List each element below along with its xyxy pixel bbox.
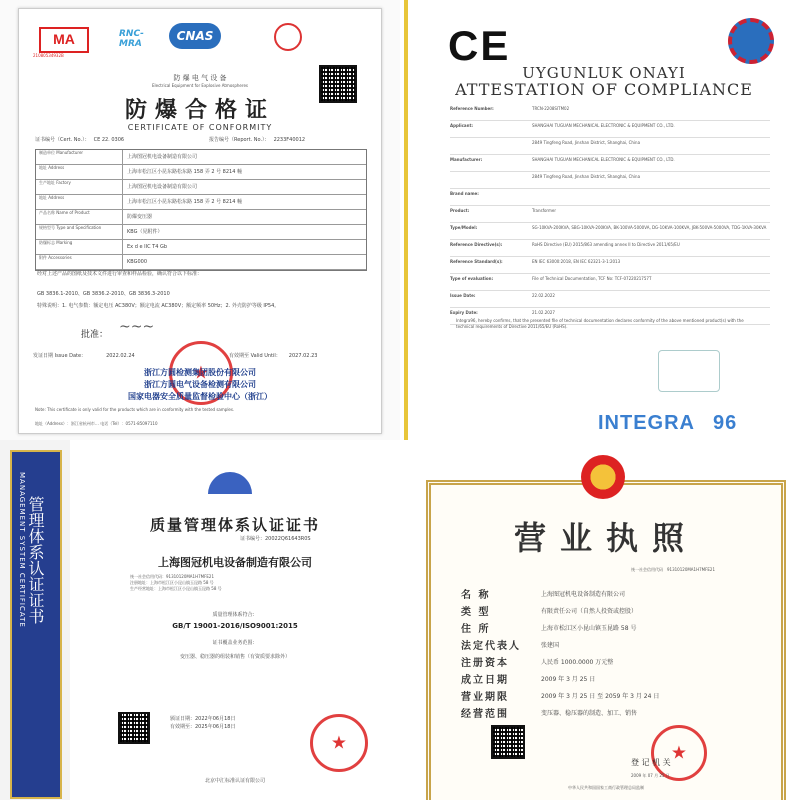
report-no-label: 报告编号（Report. No.）：	[209, 137, 270, 143]
field-label: Expiry Date:	[450, 310, 478, 315]
field-value	[532, 191, 770, 203]
cert-number-row	[35, 137, 124, 144]
field-label: Applicant:	[450, 123, 473, 128]
table-row	[36, 165, 366, 180]
table-row	[36, 210, 366, 225]
table-row	[36, 180, 366, 195]
row-value: 上海图冠机电设备制造有限公司	[127, 183, 198, 190]
field-label: Reference Directive(s):	[450, 242, 503, 247]
title-turkish: UYGUNLUK ONAYI	[522, 64, 686, 82]
integra-logo-text: INTEGRA	[598, 412, 695, 434]
field-value: EN IEC 63000:2018, EN IEC 62321-3-1:2013	[532, 259, 621, 264]
report-no-value: 2233F40012	[273, 137, 306, 143]
certificate-title-en: CERTIFICATE OF CONFORMITY	[127, 123, 273, 132]
field-label: Reference Number:	[450, 106, 494, 111]
attestation-field	[450, 138, 770, 155]
license-field-label: 成立日期	[461, 675, 509, 686]
title-english: ATTESTATION OF COMPLIANCE	[455, 80, 753, 99]
license-fields	[461, 585, 761, 721]
national-emblem-icon	[581, 455, 625, 499]
row-label: 地址 Address	[36, 195, 123, 209]
license-field	[461, 670, 761, 687]
org-name-1: 浙江方圆检测集团股份有限公司	[144, 368, 256, 377]
row-value: KBG（见附件）	[127, 228, 163, 235]
row-value: 上海图冠机电设备制造有限公司	[127, 153, 198, 160]
field-value: 2849 Tingfeng Road, Jinshan District, Shanghai, China	[532, 174, 641, 179]
report-number-row	[209, 137, 305, 144]
company-name: 上海图冠机电设备制造有限公司	[158, 556, 312, 569]
license-field-value: 上海图冠机电设备制造有限公司	[541, 591, 626, 598]
company-details	[130, 574, 350, 592]
field-value: RoHS Directive (EU) 2015/863 amending annex II to Directive 2011/65/EU	[532, 242, 680, 247]
field-label	[450, 174, 532, 186]
row-value: Ex d e IIC T4 Gb	[127, 243, 168, 250]
standards-list: GB 3836.1-2010、GB 3836.2-2010、GB 3836.3-2010	[37, 291, 170, 297]
spine-text-cn: 管理体系认证证书	[26, 496, 45, 624]
license-field	[461, 619, 761, 636]
globe-logo-icon	[208, 472, 252, 494]
license-field-label: 注册资本	[461, 658, 509, 669]
qr-code-icon	[118, 712, 150, 744]
red-seal-stamp	[310, 714, 368, 772]
license-date: 2009 年 07 月 25 日	[631, 773, 670, 778]
red-emblem-icon	[274, 23, 302, 51]
row-label: 附件 Accessories	[36, 255, 123, 269]
issue-date: 颁证日期：2022年06月18日	[170, 716, 236, 722]
license-field-value: 2009 年 3 月 25 日	[541, 676, 596, 683]
remarks: 特殊说明：1. 电气参数：额定电压 AC380V；额定电流 AC380V；额定频率 50Hz；2. 外壳防护等级 IP54。	[37, 303, 280, 309]
attestation-field	[450, 172, 770, 189]
header-en: Electrical Equipment for Explosive Atmospheres	[152, 83, 248, 88]
row-value: KBG000	[127, 258, 148, 265]
company-detail-line: 统一社会信用代码：91310120MA1H7MFE21	[130, 574, 215, 579]
issue-date-label: 发证日期 Issue Date：	[33, 353, 87, 359]
table-row	[36, 240, 366, 255]
company-detail-line: 生产经营地址：上海市松江区小昆山镇玉昆路 58 号	[130, 586, 222, 591]
license-title: 营业执照	[513, 519, 698, 557]
integra-logo-number: 96	[713, 412, 738, 434]
license-field-label: 住 所	[461, 624, 491, 635]
ilac-logo: RNC-MRA	[119, 29, 144, 49]
credit-code-row	[631, 567, 715, 573]
license-field-value: 上海市松江区小昆山镇玉昆路 58 号	[541, 625, 637, 632]
valid-until-label: 有效期至 Valid Until：	[229, 353, 281, 359]
attestation-field	[450, 121, 770, 138]
attestation-field	[450, 104, 770, 121]
license-field	[461, 653, 761, 670]
field-label: Type of evaluation:	[450, 276, 494, 281]
field-label: Reference Standard(s):	[450, 259, 503, 264]
integra-footer-logo	[598, 412, 737, 435]
qr-code-icon	[491, 725, 525, 759]
details-table	[35, 149, 367, 271]
license-field	[461, 636, 761, 653]
attestation-field	[450, 189, 770, 206]
table-row	[36, 195, 366, 210]
license-field	[461, 585, 761, 602]
field-value: SG-10KVA-200KVA, SBG-10KVA-200KVA, BK-100VA-5000VA, DG-10KVA-100KVA, JBK-500VA-5000VA, TDG-1KVA-30KVA	[532, 225, 767, 230]
scope-label: 证书覆盖业务范围：	[212, 640, 258, 646]
field-label: Issue Date:	[450, 293, 476, 298]
row-value: 防爆变压器	[127, 213, 153, 220]
license-field	[461, 602, 761, 619]
certificate-spine	[10, 450, 62, 799]
attestation-field	[450, 206, 770, 223]
row-label: 防爆标志 Marking	[36, 240, 123, 254]
certificate-title-cn: 防爆合格证	[124, 98, 275, 123]
field-value: 21.02.2027	[532, 310, 555, 315]
row-label: 产品名称 Name of Product	[36, 210, 123, 224]
field-value: TRCN-2208SITM02	[532, 106, 570, 111]
license-field-value: 有限责任公司（自然人投资或控股）	[541, 608, 638, 615]
header-cn: 防 爆 电 气 设 备	[173, 74, 227, 82]
attestation-field	[450, 155, 770, 172]
attestation-field	[450, 240, 770, 257]
field-label: Type/Model:	[450, 225, 478, 230]
standard-label: 质量管理体系符合：	[212, 612, 258, 618]
license-field-label: 名 称	[461, 590, 491, 601]
credit-code-label: 统一社会信用代码	[631, 567, 663, 572]
attestation-field	[450, 257, 770, 274]
standard-value: GB/T 19001-2016/ISO9001:2015	[172, 622, 298, 630]
license-field-value: 人民币 1000.0000 万元整	[541, 659, 614, 666]
certificate-title: 质量管理体系认证证书	[149, 516, 320, 534]
attestation-of-compliance	[400, 0, 800, 440]
cert-no-value: CE 22. 0306	[93, 137, 125, 143]
table-row	[36, 150, 366, 165]
valid-until-value: 2027.02.23	[288, 353, 318, 359]
license-field-label: 营业期限	[461, 692, 509, 703]
integra-gear-icon	[728, 18, 774, 64]
cert-no-label: 证书编号（Cert. No.）：	[35, 137, 90, 143]
row-value: 上海市松江区小昆东路松东路 158 弄 2 号 8214 幢	[127, 198, 242, 205]
license-field	[461, 704, 761, 721]
table-row	[36, 225, 366, 240]
field-label	[450, 140, 532, 152]
row-value: 上海市松江区小昆东路松东路 158 弄 2 号 8214 幢	[127, 168, 242, 175]
license-field	[461, 687, 761, 704]
field-value: Transformer	[532, 208, 557, 213]
license-footer: 中华人民共和国国家工商行政管理总局监制	[568, 785, 644, 790]
explosion-proof-certificate	[0, 0, 400, 440]
field-value: File of Technical Documentation, TCF No: TCF-0722021757T	[532, 276, 652, 281]
field-value: 22.02.2022	[532, 293, 555, 298]
cnas-logo: CNAS	[169, 23, 221, 49]
certificate-number: 证书编号：20022Q61643R0S	[240, 536, 311, 542]
issuing-organization: 北京中汇标准认证有限公司	[204, 778, 265, 784]
attestation-field	[450, 223, 770, 240]
management-system-certificate	[0, 440, 400, 800]
attestation-field	[450, 274, 770, 291]
license-field-label: 法定代表人	[461, 641, 521, 652]
field-label: Product:	[450, 208, 470, 213]
declaration-text: Integra96, hereby confirms, that the presented file of technical documentation declares conformity of the above mentioned product(s) with the technical requirements of Directive 2011/65/EU (RoHS).	[456, 318, 744, 329]
row-label: 生产地址 Factory	[36, 180, 123, 194]
conformity-statement: 经对上述产品的图纸及技术文件进行审查和样品检验，确认符合以下标准：	[37, 271, 203, 277]
credit-code-value: 91310120MA1H7MFE21	[667, 567, 716, 572]
field-value: SHANGHAI TUGUAN MECHANICAL ELECTRONIC & EQUIPMENT CO., LTD.	[532, 123, 675, 128]
business-license	[400, 440, 800, 800]
signature-stamp	[658, 350, 720, 392]
license-field-value: 2009 年 3 月 25 日 至 2059 年 3 月 24 日	[541, 693, 660, 700]
issue-date-row	[33, 353, 135, 360]
attestation-field	[450, 291, 770, 308]
approved-label: 批准：	[81, 330, 109, 340]
approver-signature: ~~~	[119, 319, 155, 335]
org-name-3: 国家电器安全质量监督检验中心（浙江）	[128, 392, 272, 401]
valid-date: 有效期至：2025年06月18日	[170, 724, 236, 730]
ce-mark-icon: CE	[448, 22, 511, 69]
company-detail-line: 注册地址：上海市松江区小昆山镇玉昆路 58 号	[130, 580, 214, 585]
license-field-label: 经营范围	[461, 709, 509, 720]
license-field-value: 变压器、稳压器的制造、加工、销售	[541, 710, 638, 717]
row-label: 地址 Address	[36, 165, 123, 179]
attestation-fields	[450, 104, 770, 325]
footer-note: Note: This certificate is only valid for the products which are in conformity with the tested samples.	[35, 407, 235, 412]
field-value: SHANGHAI TUGUAN MECHANICAL ELECTRONIC & EQUIPMENT CO., LTD.	[532, 157, 675, 162]
footer-address: 地址（Address）：浙江省杭州市… 电话（Tel）：0571-85097110	[35, 421, 158, 426]
cma-logo: MA	[39, 27, 89, 53]
org-name-2: 浙江方圆电气设备检测有限公司	[144, 380, 256, 389]
field-label: Manufacturer:	[450, 157, 483, 162]
field-value: 2849 Tingfeng Road, Jinshan District, Shanghai, China	[532, 140, 641, 145]
spine-text-en: MANAGEMENT SYSTEM CERTIFICATE	[18, 472, 26, 628]
row-label: 制造单位 Manufacturer	[36, 150, 123, 164]
license-field-value: 张建国	[541, 642, 560, 649]
license-field-label: 类 型	[461, 607, 491, 618]
issue-date-value: 2022.02.24	[106, 353, 135, 359]
row-label: 规格型号 Type and Specification	[36, 225, 123, 239]
scope-value: 变压器、稳压器的组装和销售（有资质要求除外）	[179, 654, 290, 660]
field-label: Brand name:	[450, 191, 479, 196]
table-row	[36, 255, 366, 270]
valid-until-row	[229, 353, 317, 360]
cma-number: 21080534932B	[33, 53, 64, 58]
registry-authority: 登 记 机 关	[631, 758, 671, 767]
